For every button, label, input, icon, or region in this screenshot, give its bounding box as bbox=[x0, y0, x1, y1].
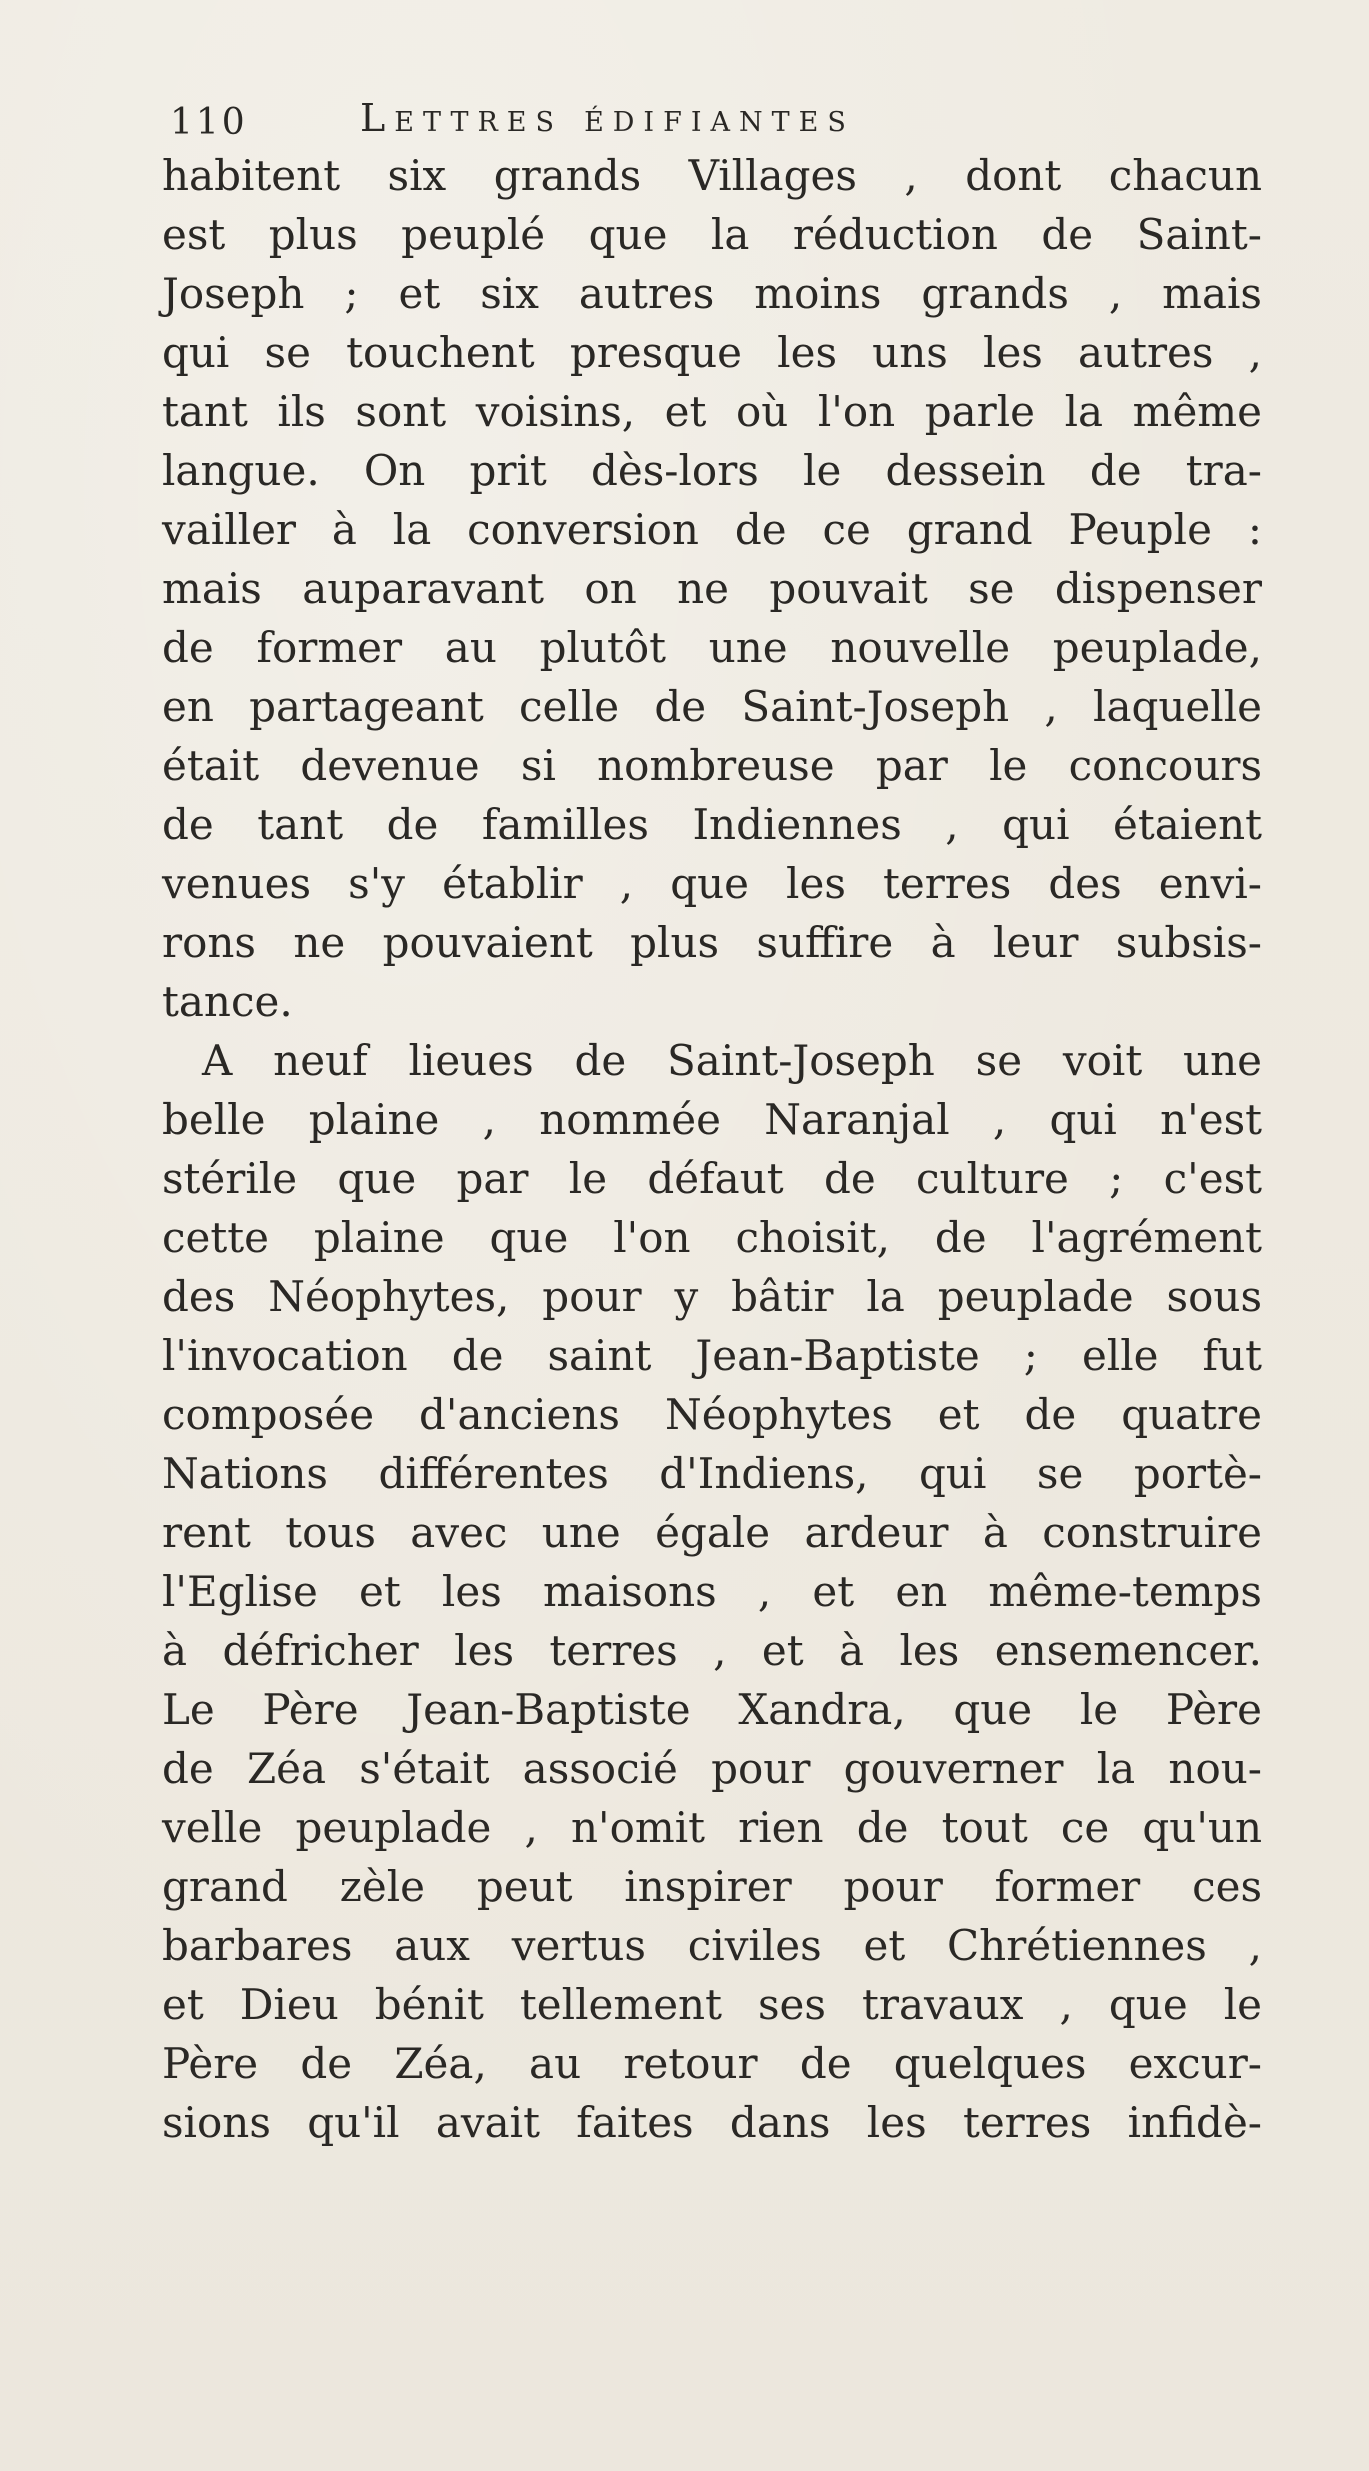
text-line: Père de Zéa, au retour de quelques excur- bbox=[162, 2039, 1262, 2088]
text-line: en partageant celle de Saint-Joseph , laquelle bbox=[162, 682, 1262, 731]
text-line: tant ils sont voisins, et où l'on parle la même bbox=[162, 387, 1262, 436]
text-line: habitent six grands Villages , dont chacun bbox=[162, 151, 1262, 200]
text-line: mais auparavant on ne pouvait se dispenser bbox=[162, 564, 1262, 613]
text-line: de former au plutôt une nouvelle peuplade, bbox=[162, 623, 1262, 672]
text-line: de tant de familles Indiennes , qui étaient bbox=[162, 800, 1262, 849]
text-line: rons ne pouvaient plus suffire à leur subsis- bbox=[162, 918, 1262, 967]
page-header bbox=[162, 96, 1262, 146]
text-line: tance. bbox=[162, 977, 293, 1026]
text-line: grand zèle peut inspirer pour former ces bbox=[162, 1862, 1262, 1911]
text-line: de Zéa s'était associé pour gouverner la nou- bbox=[162, 1744, 1262, 1793]
text-line: rent tous avec une égale ardeur à construire bbox=[162, 1508, 1262, 1557]
text-line: est plus peuplé que la réduction de Saint- bbox=[162, 210, 1262, 259]
text-line: composée d'anciens Néophytes et de quatre bbox=[162, 1390, 1262, 1439]
text-line: à défricher les terres , et à les ensemencer. bbox=[162, 1626, 1262, 1675]
text-line: l'invocation de saint Jean-Baptiste ; elle fut bbox=[162, 1331, 1262, 1380]
text-line: langue. On prit dès-lors le dessein de tra- bbox=[162, 446, 1262, 495]
text-line: qui se touchent presque les uns les autres , bbox=[162, 328, 1262, 377]
text-line: Nations différentes d'Indiens, qui se portè- bbox=[162, 1449, 1262, 1498]
page-number: 110 bbox=[170, 102, 248, 143]
text-line: et Dieu bénit tellement ses travaux , que le bbox=[162, 1980, 1262, 2029]
text-line: des Néophytes, pour y bâtir la peuplade sous bbox=[162, 1272, 1262, 1321]
text-line: sions qu'il avait faites dans les terres infidè- bbox=[162, 2098, 1262, 2147]
text-line: belle plaine , nommée Naranjal , qui n'est bbox=[162, 1095, 1262, 1144]
text-line: vailler à la conversion de ce grand Peuple : bbox=[162, 505, 1262, 554]
text-line: velle peuplade , n'omit rien de tout ce qu'un bbox=[162, 1803, 1262, 1852]
running-title: Lettres édifiantes bbox=[360, 96, 855, 140]
text-line: venues s'y établir , que les terres des envi- bbox=[162, 859, 1262, 908]
text-line: Joseph ; et six autres moins grands , mais bbox=[162, 269, 1262, 318]
text-line: A neuf lieues de Saint-Joseph se voit une bbox=[202, 1036, 1262, 1085]
text-line: l'Eglise et les maisons , et en même-temps bbox=[162, 1567, 1262, 1616]
body-text bbox=[162, 146, 1262, 2152]
bottom-margin bbox=[0, 2300, 1369, 2400]
text-line: Le Père Jean-Baptiste Xandra, que le Père bbox=[162, 1685, 1262, 1734]
text-line: cette plaine que l'on choisit, de l'agrément bbox=[162, 1213, 1262, 1262]
text-line: barbares aux vertus civiles et Chrétiennes , bbox=[162, 1921, 1262, 1970]
text-line: était devenue si nombreuse par le concours bbox=[162, 741, 1262, 790]
text-line: stérile que par le défaut de culture ; c'est bbox=[162, 1154, 1262, 1203]
